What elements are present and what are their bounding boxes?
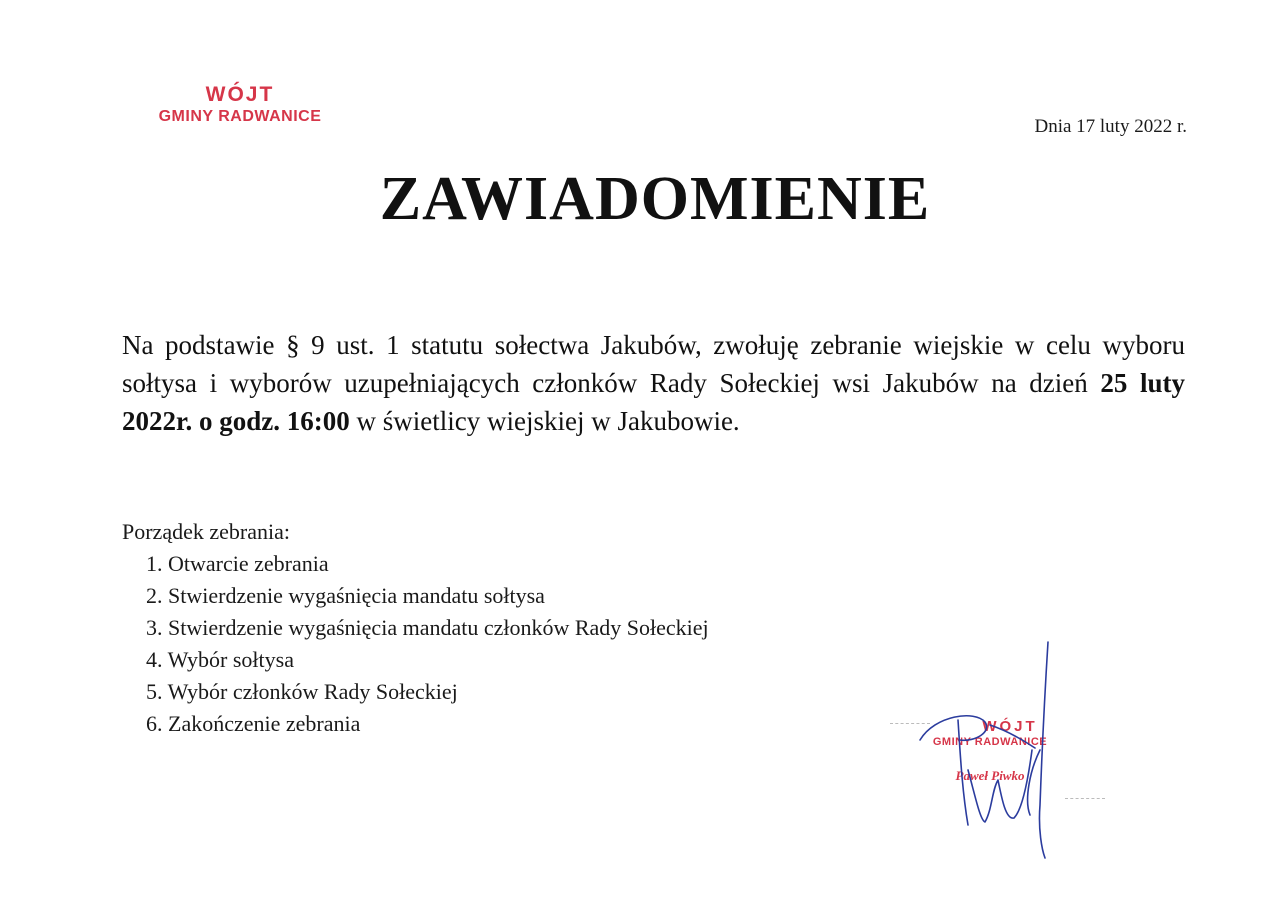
header-stamp-title: WÓJT xyxy=(205,83,275,106)
notice-text-part2: w świetlicy wiejskiej w Jakubowie. xyxy=(349,406,740,436)
signature-stamp-title: WÓJT xyxy=(982,718,1038,735)
signature-block xyxy=(880,630,1120,870)
agenda-item: 5. Wybór członków Rady Sołeckiej xyxy=(146,679,458,704)
notice-paragraph xyxy=(122,326,1185,440)
agenda-heading: Porządek zebrania: xyxy=(122,519,290,544)
document-title: ZAWIADOMIENIE xyxy=(379,165,931,233)
notice-date-time: 25 luty 2022r. o godz. 16:00 xyxy=(122,368,1185,436)
agenda-item: 4. Wybór sołtysa xyxy=(146,647,294,672)
header-stamp-subtitle: GMINY RADWANICE xyxy=(158,108,322,126)
agenda-item: 3. Stwierdzenie wygaśnięcia mandatu członków Rady Sołeckiej xyxy=(146,615,709,640)
agenda-item: 1. Otwarcie zebrania xyxy=(146,551,329,576)
agenda-item: 2. Stwierdzenie wygaśnięcia mandatu sołtysa xyxy=(146,583,545,608)
header-stamp xyxy=(135,84,345,126)
notice-text-part1: Na podstawie § 9 ust. 1 statutu sołectwa Jakubów, zwołuję zebranie wiejskie w celu wyboru sołtysa i wyborów uzupełniających członków Rady Sołeckiej wsi Jakubów na dzień xyxy=(122,330,1185,398)
document-date: Dnia 17 luty 2022 r. xyxy=(1034,116,1187,137)
signature-stamp-name: Paweł Piwko xyxy=(955,768,1025,783)
agenda-item: 6. Zakończenie zebrania xyxy=(146,711,361,736)
agenda-list xyxy=(146,548,709,740)
handwritten-signature xyxy=(880,630,1120,870)
signature-stamp-subtitle: GMINY RADWANICE xyxy=(932,736,1048,748)
